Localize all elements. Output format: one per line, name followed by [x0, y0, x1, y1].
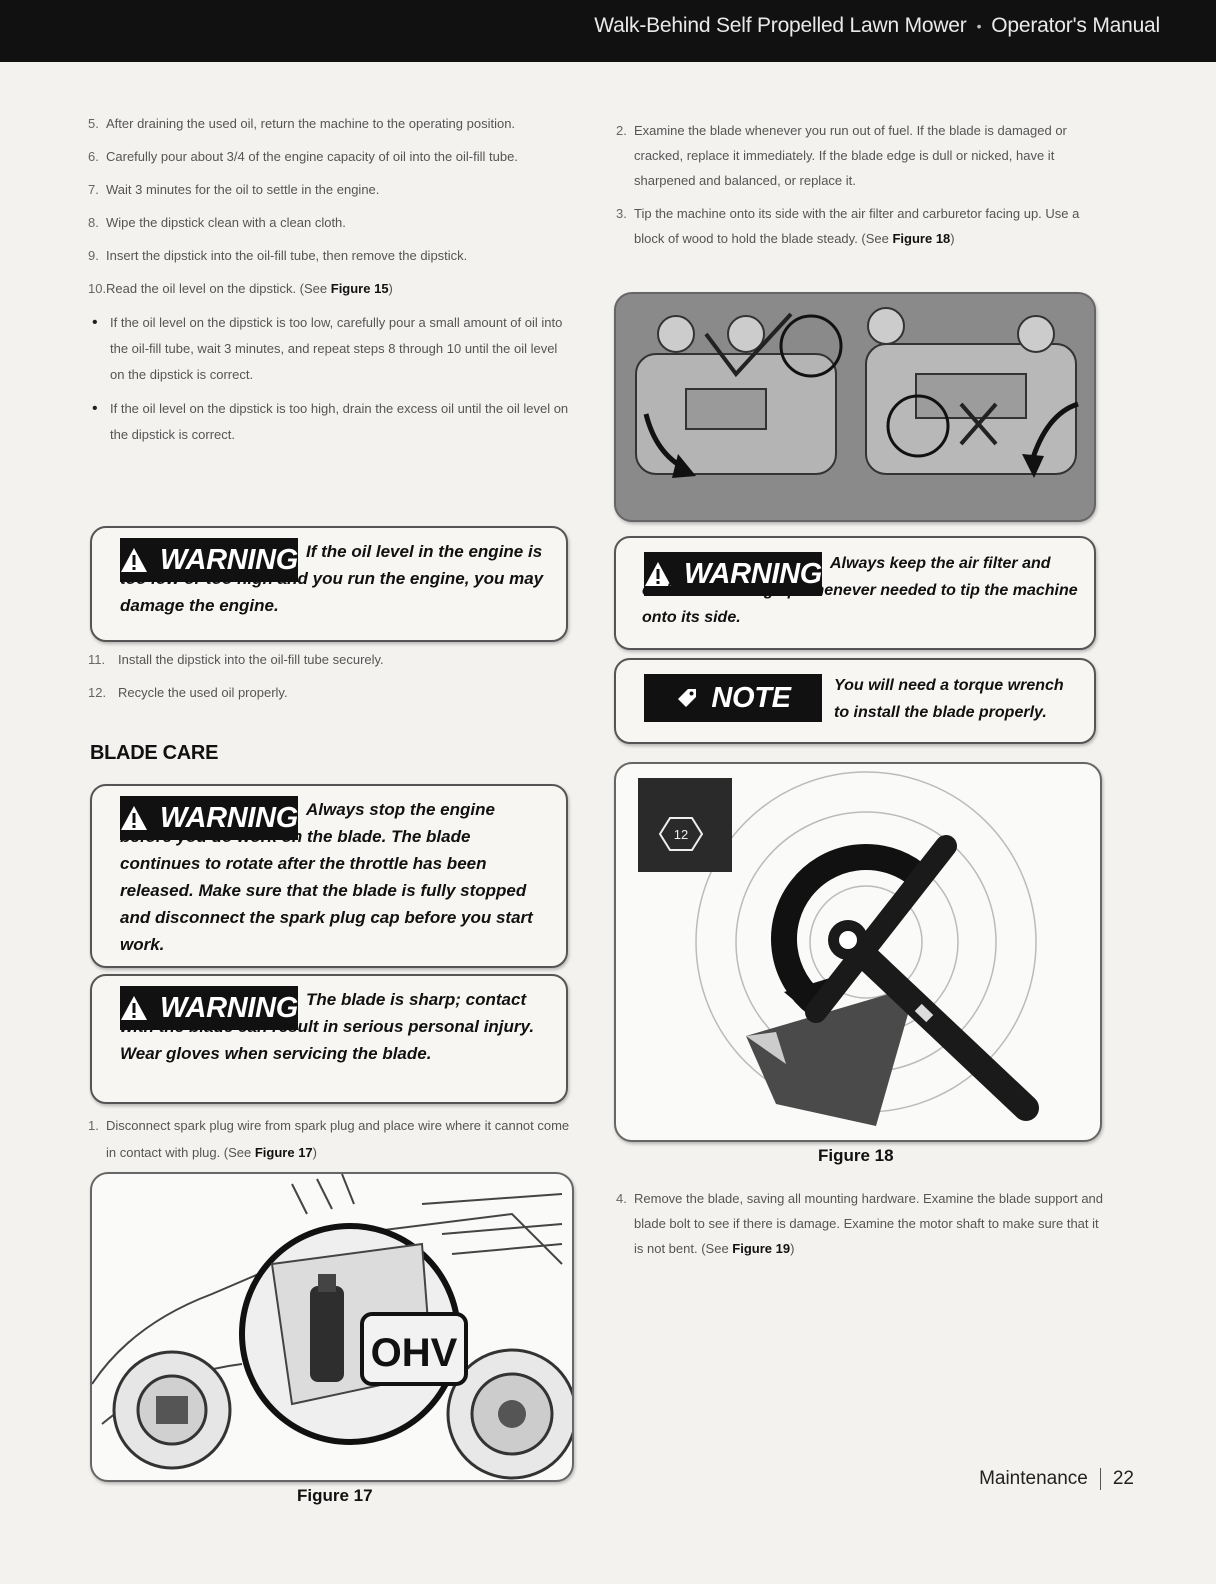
figure-18-frame	[614, 762, 1102, 1142]
step-1-block	[88, 1112, 574, 1166]
step-4-block	[616, 1186, 1110, 1261]
warning-stop-engine-text: Always stop the engine before you do work on the blade. The blade continues to rotate after the throttle has been released. Make sure that the blade is fully stopped and disconnect the spark plug cap before you start work.	[120, 800, 533, 954]
warning-badge: WARNING	[120, 538, 298, 582]
step-1: 1. Disconnect spark plug wire from spark plug and place wire where it cannot come in contact with plug. (See Figure 17)	[88, 1118, 570, 1160]
step-2: 2. Examine the blade whenever you run out of fuel. If the blade is damaged or cracked, replace it immediately. If the blade edge is dull or nicked, have it sharpened and balanced, or replace it.	[616, 123, 1067, 188]
tag-icon	[675, 686, 699, 710]
warning-blade-sharp	[90, 974, 568, 1104]
note-badge: NOTE	[644, 674, 822, 722]
warning-oil-level-text: If the oil level in the engine is too low or too high and you run the engine, you may damage the engine.	[120, 542, 544, 615]
bullet-too-low: • If the oil level on the dipstick is too low, carefully pour a small amount of oil into the oil-fill tube, wait 3 minutes, and repeat steps 8 through 10 until the oil level on the dipstick is correct.	[88, 310, 574, 388]
warning-badge: WARNING	[120, 796, 298, 840]
zoom-circle	[242, 1226, 466, 1442]
manual-subtitle: Operator's Manual	[991, 14, 1160, 37]
header-separator: •	[976, 18, 982, 35]
warning-air-filter-text: Always keep the air filter and carburetor facing up whenever needed to tip the machine onto its side.	[642, 555, 1078, 626]
warning-blade-sharp-text: The blade is sharp; contact with the blade can result in serious personal injury. Wear gloves when servicing the blade.	[120, 990, 535, 1063]
step-4: 4. Remove the blade, saving all mounting hardware. Examine the blade support and blade bolt to see if there is damage. Examine the motor shaft to make sure that it is not bent. (See Figure 19)	[616, 1191, 1104, 1256]
right-column	[616, 118, 1110, 251]
step-12: 12. Recycle the used oil properly.	[88, 685, 288, 700]
socket-size-label: 12	[673, 827, 689, 842]
steps-11-12	[88, 646, 574, 706]
figure-17-illustration	[92, 1174, 572, 1480]
footer-section: Maintenance	[979, 1468, 1088, 1490]
page-number: 22	[1112, 1468, 1134, 1490]
step-8: 8. Wipe the dipstick clean with a clean cloth.	[88, 215, 346, 230]
step-6: 6. Carefully pour about 3/4 of the engine capacity of oil into the oil-fill tube.	[88, 149, 518, 164]
step-5: 5. After draining the used oil, return the machine to the operating position.	[88, 116, 516, 131]
manual-title: Walk-Behind Self Propelled Lawn Mower	[594, 14, 967, 37]
tip-orientation-figure	[614, 292, 1096, 522]
figure-ref: Figure 17	[254, 1145, 313, 1160]
warning-air-filter	[614, 536, 1096, 650]
left-column	[88, 110, 574, 448]
figure-17-frame	[90, 1172, 574, 1482]
warning-badge: WARNING	[644, 552, 822, 596]
tip-orientation-illustration	[616, 294, 1094, 520]
step-11: 11. Install the dipstick into the oil-fill tube securely.	[88, 652, 384, 667]
wheel-icon-left	[114, 1352, 230, 1468]
warning-badge: WARNING	[120, 986, 298, 1030]
engine-label: OHV	[370, 1331, 458, 1375]
page-footer	[979, 1468, 1134, 1490]
figure-ref: Figure 18	[892, 231, 951, 246]
step-3: 3. Tip the machine onto its side with the air filter and carburetor facing up. Use a block of wood to hold the blade steady. (See Figure 18)	[616, 206, 1080, 246]
note-torque-wrench	[614, 658, 1096, 744]
figure-17-caption: Figure 17	[297, 1486, 373, 1505]
figure-18-illustration	[616, 764, 1100, 1140]
socket-size-icon	[638, 778, 732, 872]
bullet-too-high: • If the oil level on the dipstick is too high, drain the excess oil until the oil level on the dipstick is correct.	[88, 396, 574, 448]
step-10: 10.Read the oil level on the dipstick. (See Figure 15)	[88, 281, 393, 296]
footer-divider	[1100, 1468, 1101, 1490]
header-title	[594, 14, 1160, 38]
figure-ref: Figure 15	[330, 281, 389, 296]
warning-oil-level	[90, 526, 568, 642]
step-7: 7. Wait 3 minutes for the oil to settle in the engine.	[88, 182, 380, 197]
figure-ref: Figure 19	[732, 1241, 791, 1256]
page-header	[0, 0, 1216, 62]
figure-18-caption: Figure 18	[818, 1146, 894, 1165]
step-9: 9. Insert the dipstick into the oil-fill tube, then remove the dipstick.	[88, 248, 468, 263]
warning-stop-engine	[90, 784, 568, 968]
note-text: You will need a torque wrench to install the blade properly.	[834, 677, 1064, 721]
section-title-blade-care: BLADE CARE	[90, 742, 219, 764]
